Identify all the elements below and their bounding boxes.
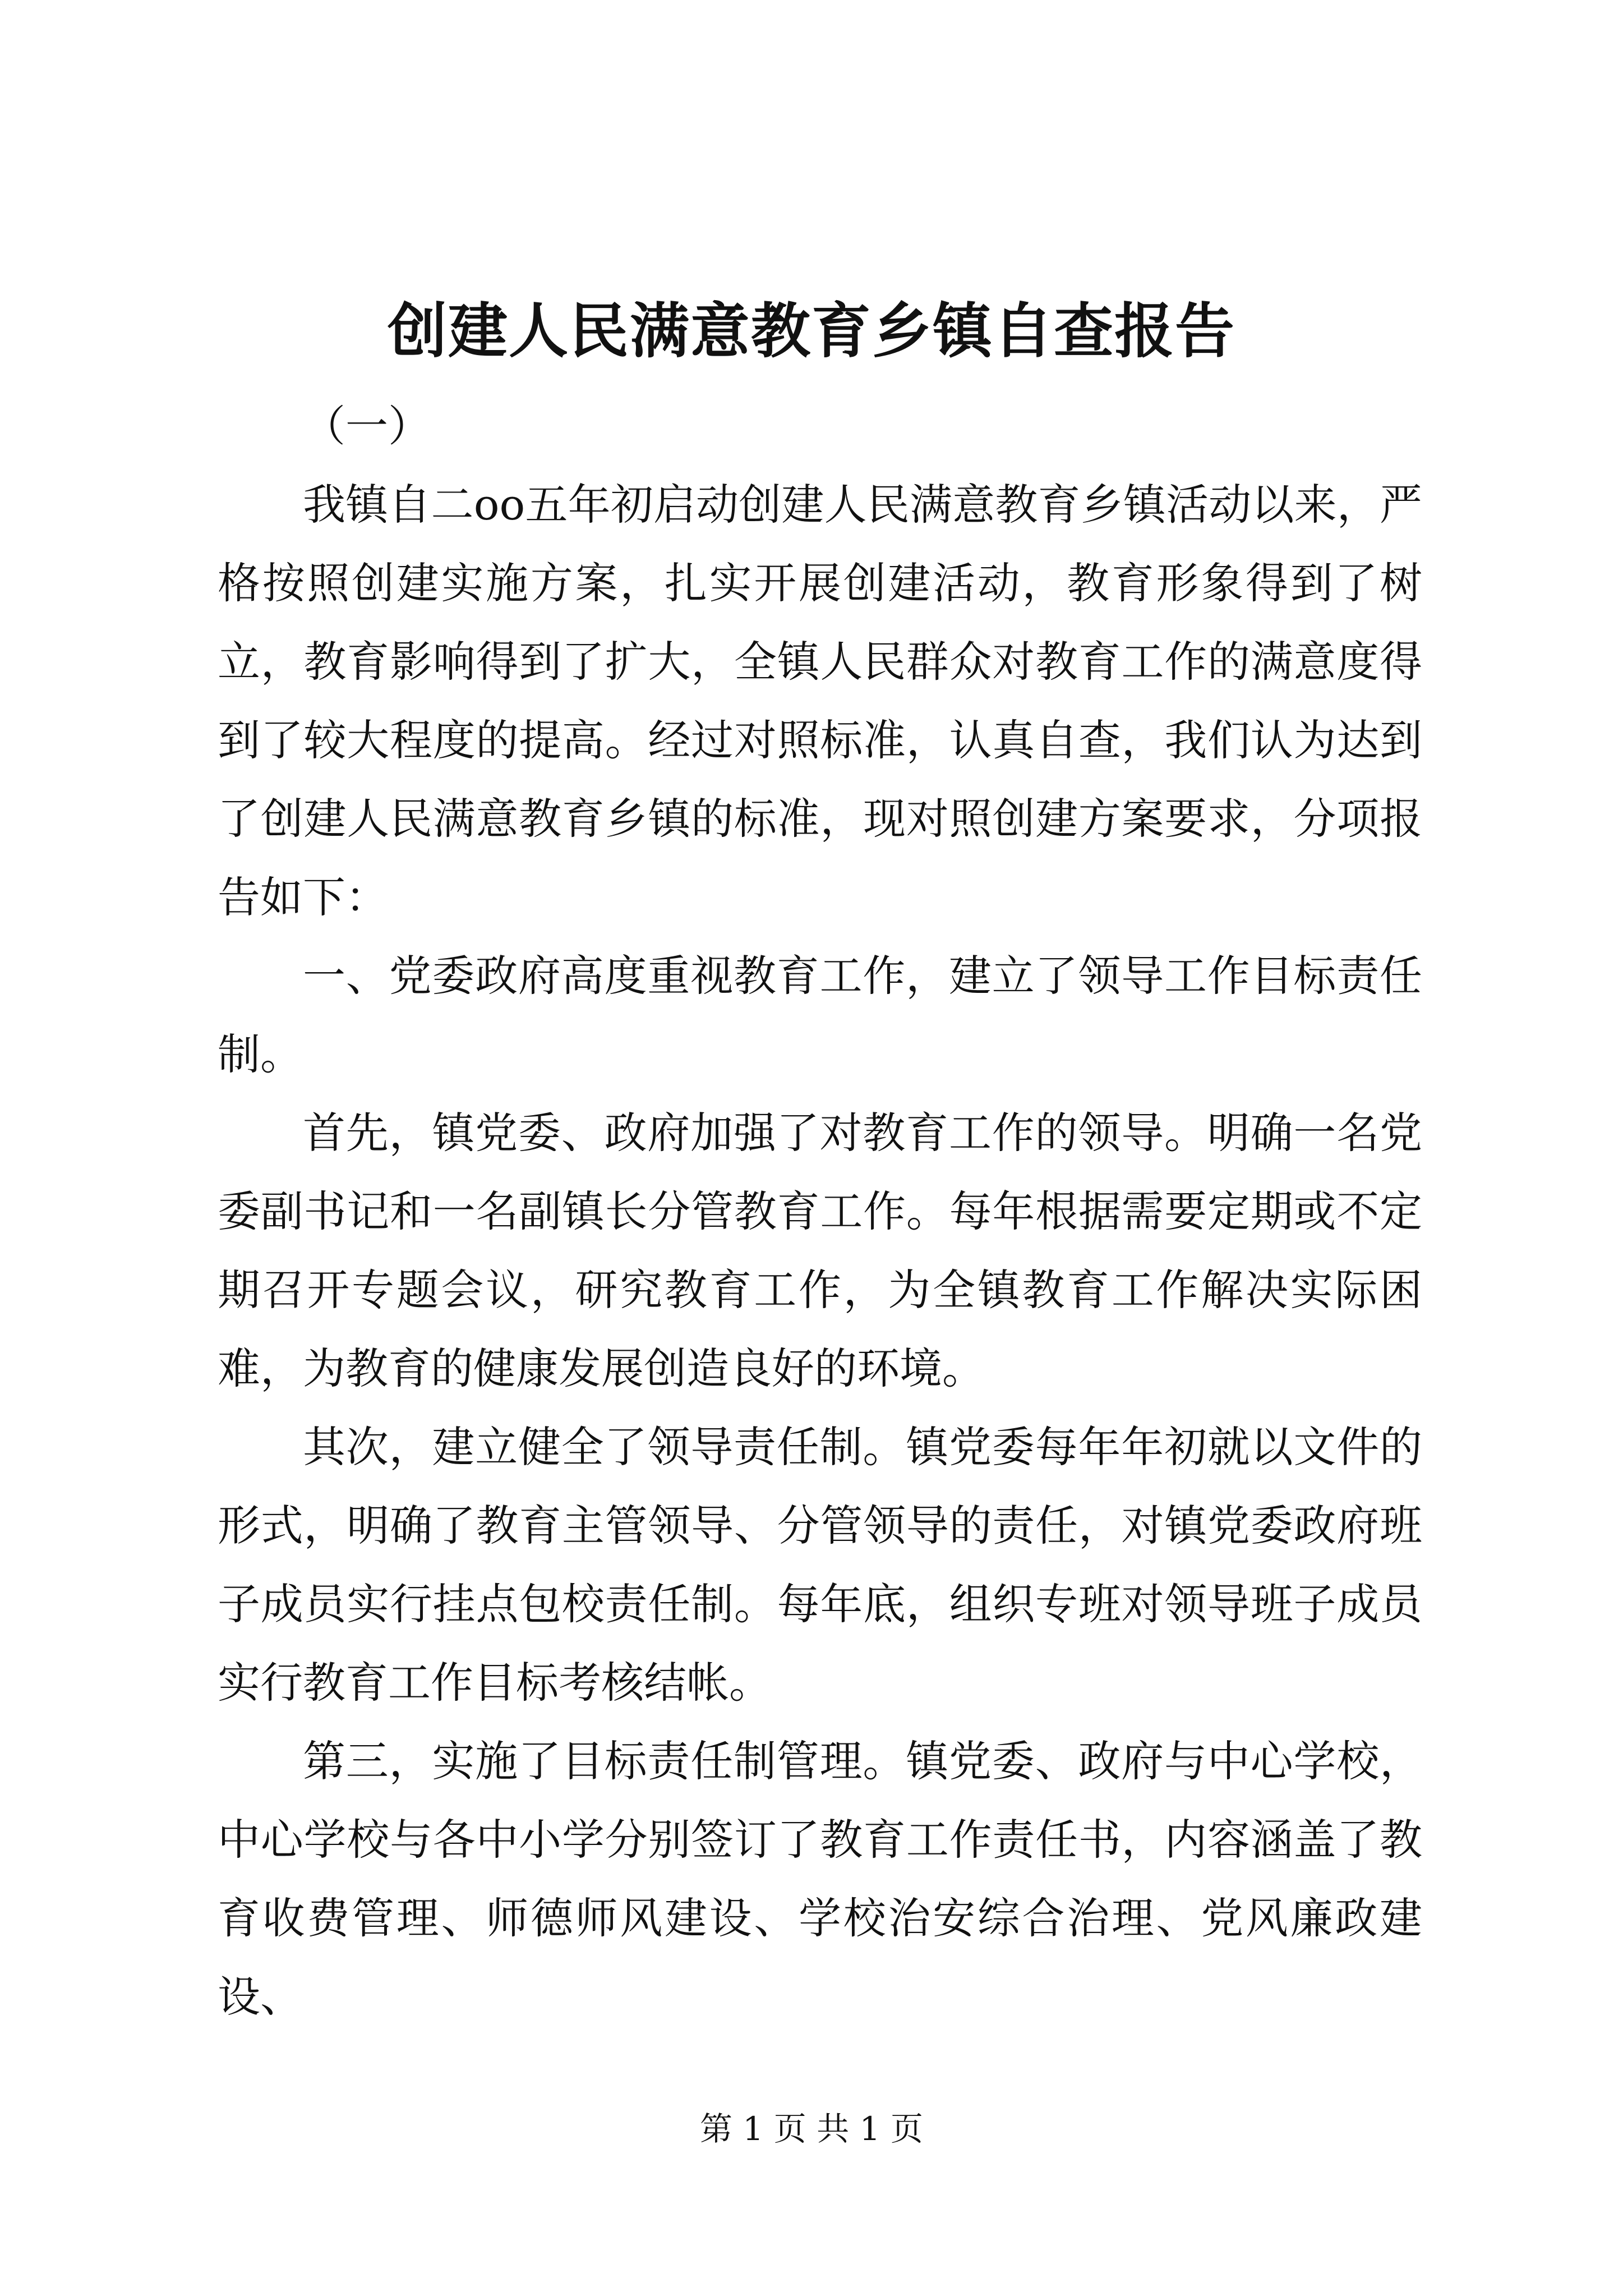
paragraph-heading-one: 一、党委政府高度重视教育工作，建立了领导工作目标责任制。 [218, 951, 1422, 1079]
section-label: （一） [303, 401, 431, 451]
paragraph-intro: 我镇自二oo五年初启动创建人民满意教育乡镇活动以来，严格按照创建实施方案，扎实开展创建活动，教育形象得到了树立，教育影响得到了扩大，全镇人民群众对教育工作的满意度得到了较大程度的提高。经过对照标准，认真自查，我们认为达到了创建人民满意教育乡镇的标准，现对照创建方案要求，分项报告如下： [218, 480, 1422, 922]
document-body [218, 387, 1422, 2036]
paragraph-second: 其次，建立健全了领导责任制。镇党委每年年初就以文件的形式，明确了教育主管领导、分管领导的责任，对镇党委政府班子成员实行挂点包校责任制。每年底，组织专班对领导班子成员实行教育工作目标考核结帐。 [218, 1422, 1422, 1708]
paragraph-third: 第三，实施了目标责任制管理。镇党委、政府与中心学校，中心学校与各中小学分别签订了教育工作责任书，内容涵盖了教育收费管理、师德师风建设、学校治安综合治理、党风廉政建设、 [218, 1736, 1422, 2022]
page-footer: 第 1 页 共 1 页 [700, 2110, 923, 2148]
document-title: 创建人民满意教育乡镇自查报告 [388, 296, 1235, 366]
paragraph-first: 首先，镇党委、政府加强了对教育工作的领导。明确一名党委副书记和一名副镇长分管教育工作。每年根据需要定期或不定期召开专题会议，研究教育工作，为全镇教育工作解决实际困难，为教育的健康发展创造良好的环境。 [218, 1108, 1422, 1393]
